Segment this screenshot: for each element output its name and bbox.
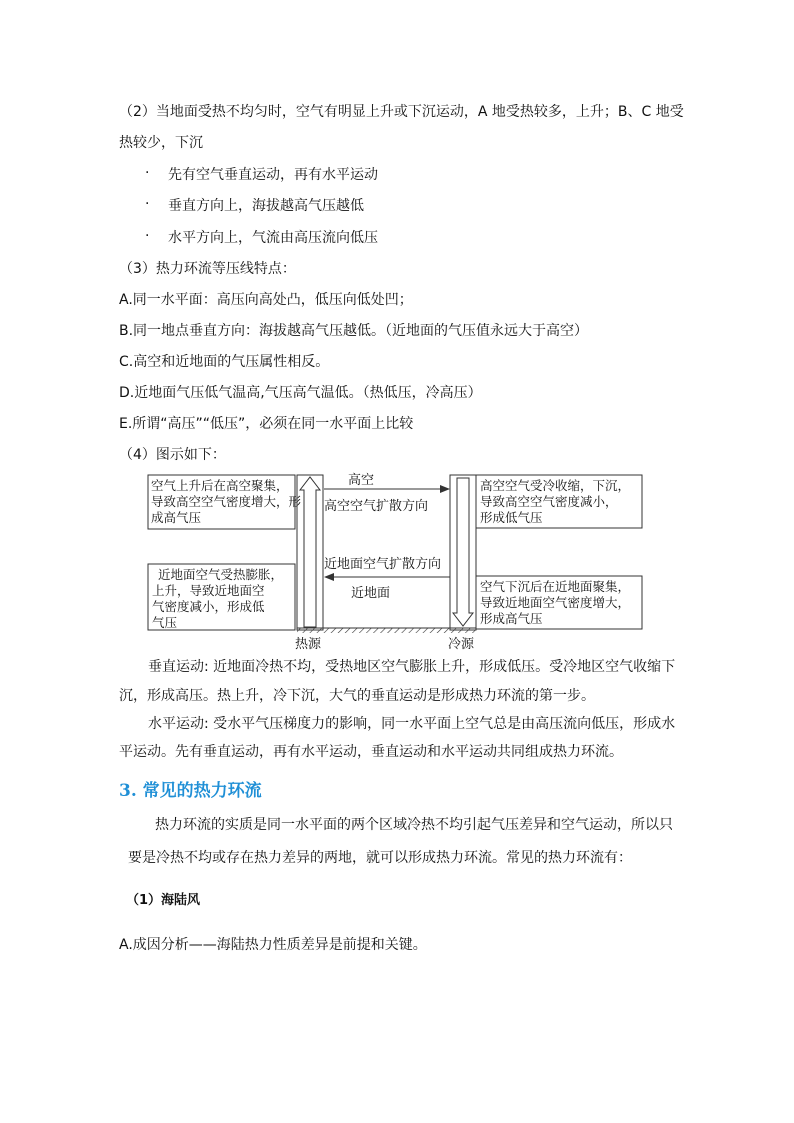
bullet-icon: ·	[145, 228, 150, 244]
item-a-cause-analysis: A.成因分析——海陆热力性质差异是前提和关键。	[119, 937, 427, 953]
down-arrow-icon	[453, 478, 473, 626]
list-item-e: E.所谓“高压”“低压”，必须在同一水平面上比较	[119, 416, 414, 432]
label-cold-source: 冷源	[448, 637, 475, 650]
list-item-a: A.同一水平面：高压向高处凸，低压向低处凹；	[119, 292, 413, 308]
paragraph-4-heading: （4）图示如下：	[119, 447, 226, 463]
horizontal-motion-line-2: 平运动。先有垂直运动，再有水平运动，垂直运动和水平运动共同组成热力环流。	[119, 744, 623, 760]
right-arrow-icon	[440, 485, 450, 493]
label-ground: 近地面	[351, 586, 391, 601]
box-bottom-left-line: 气密度减小，形成低	[152, 599, 265, 614]
list-item-d: D.近地面气压低气温高,气压高气温低。（热低压，冷高压）	[119, 385, 482, 401]
box-bottom-right-line: 形成高气压	[480, 611, 543, 626]
paragraph-2-line-1: （2）当地面受热不均匀时，空气有明显上升或下沉运动，A 地受热较多，上升；B、C 地受	[119, 104, 684, 120]
box-top-left-line: 成高气压	[151, 510, 202, 525]
box-top-left-line: 导致高空空气密度增大，形	[151, 494, 302, 509]
bullet-icon: ·	[145, 196, 150, 212]
bullet-item: 垂直方向上，海拔越高气压越低	[168, 198, 364, 214]
label-high-flow: 高空空气扩散方向	[324, 499, 429, 514]
paragraph-3-heading: （3）热力环流等压线特点：	[119, 261, 296, 277]
up-arrow-icon	[300, 477, 320, 627]
bullet-icon: ·	[145, 165, 150, 181]
subsection-sea-land-breeze: （1）海陆风	[126, 893, 201, 908]
bullet-item: 水平方向上，气流由高压流向低压	[168, 230, 378, 246]
box-top-left-line: 空气上升后在高空聚集，	[151, 478, 289, 493]
paragraph-2-line-2: 热较少，下沉	[119, 135, 203, 151]
vertical-motion-line-2: 沉，形成高压。热上升，冷下沉，大气的垂直运动是形成热力环流的第一步。	[119, 688, 595, 704]
section-3-intro-line-2: 要是冷热不均或存在热力差异的两地，就可以形成热力环流。常见的热力环流有：	[128, 850, 632, 866]
label-high-altitude: 高空	[348, 473, 375, 488]
ground-hatch	[297, 628, 476, 633]
thermal-circulation-diagram	[140, 470, 650, 650]
box-bottom-left-line: 气压	[152, 615, 178, 630]
left-arrow-icon	[324, 573, 334, 581]
box-bottom-right-line: 导致近地面空气密度增大，	[480, 595, 631, 610]
list-item-b: B.同一地点垂直方向：海拔越高气压越低。（近地面的气压值永远大于高空）	[119, 323, 589, 339]
horizontal-motion-line-1: 水平运动: 受水平气压梯度力的影响，同一水平面上空气总是由高压流向低压，形成水	[148, 716, 676, 732]
box-top-right-line: 高空空气受冷收缩，下沉，	[480, 478, 631, 493]
box-bottom-right-line: 空气下沉后在近地面聚集，	[480, 579, 631, 594]
vertical-motion-line-1: 垂直运动: 近地面冷热不均，受热地区空气膨胀上升，形成低压。受冷地区空气收缩下	[148, 659, 676, 675]
bullet-item: 先有空气垂直运动，再有水平运动	[168, 167, 378, 183]
section-3-intro-line-1: 热力环流的实质是同一水平面的两个区域冷热不均引起气压差异和空气运动，所以只	[155, 817, 673, 833]
list-item-c: C.高空和近地面的气压属性相反。	[119, 354, 330, 370]
box-bottom-left-line: 近地面空气受热膨胀，	[158, 567, 284, 582]
box-top-right-line: 形成低气压	[480, 510, 543, 525]
section-3-title: 3. 常见的热力环流	[119, 781, 262, 801]
box-top-right-line: 导致高空空气密度减小，	[480, 494, 618, 509]
label-ground-flow: 近地面空气扩散方向	[324, 557, 442, 572]
label-heat-source: 热源	[295, 637, 322, 650]
box-bottom-left-line: 上升，导致近地面空	[152, 583, 265, 598]
